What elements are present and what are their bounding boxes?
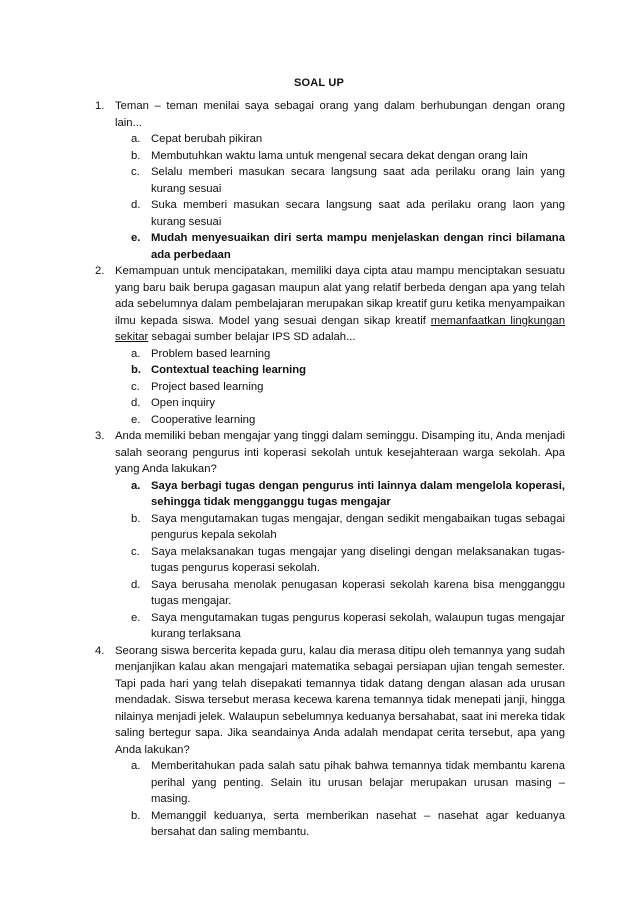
option-a — [115, 131, 565, 148]
document-title: SOAL UP — [293, 77, 345, 89]
option-a — [115, 346, 565, 363]
option-text: Saya mengutamakan tugas mengajar, dengan sedikit mengabaikan tugas sebagai pengurus kepala sekolah — [151, 512, 565, 541]
question-text-part: Kemampuan untuk mencipatakan, memiliki daya cipta atau mampu menciptakan sesuatu yang baru baik berupa gagasan maupun alat yang relatif berbeda dengan apa yang telah ada sebelumnya dalam pembelajaran merupakan sikap kreatif guru ketika menyampaikan ilmu kepada siswa. Model yang sesuai dengan sikap kreatif — [115, 265, 565, 327]
option-list — [115, 346, 565, 429]
option-text: Saya mengutamakan tugas pengurus koperasi sekolah, walaupun tugas mengajar kurang terlaksana — [151, 611, 565, 640]
option-text: Saya berbagi tugas dengan pengurus inti lainnya dalam mengelola koperasi, sehingga tidak mengganggu tugas mengajar — [151, 479, 565, 508]
option-b — [115, 511, 565, 544]
option-e — [115, 610, 565, 643]
option-text: Open inquiry — [151, 397, 216, 409]
option-letter: c. — [131, 545, 140, 558]
option-letter: b. — [131, 149, 141, 162]
option-a — [115, 478, 565, 511]
option-text: Memberitahukan pada salah satu pihak bahwa temannya tidak membantu karena perihal yang penting. Selain itu urusan belajar merupakan urusan masing – masing. — [151, 760, 565, 805]
option-letter: a. — [131, 133, 141, 145]
option-d — [115, 577, 565, 610]
option-c — [115, 379, 565, 396]
question-2 — [95, 263, 565, 428]
question-3 — [95, 428, 565, 643]
option-text: Saya berusaha menolak penugasan koperasi sekolah karena bisa mengganggu tugas mengajar. — [151, 578, 565, 607]
question-number: 1. — [95, 100, 105, 112]
question-text-part: sebagai sumber belajar IPS SD adalah... — [148, 331, 356, 343]
question-number: 2. — [95, 265, 105, 277]
option-letter: a. — [131, 479, 141, 492]
option-c — [115, 164, 565, 197]
question-text-underlined: memanfaatkan lingkungan sekitar — [115, 314, 565, 343]
option-letter: b. — [131, 512, 141, 525]
option-letter: d. — [131, 199, 141, 211]
option-text: Cooperative learning — [151, 413, 256, 426]
option-letter: a. — [131, 760, 141, 772]
option-list — [115, 758, 565, 841]
option-b — [115, 808, 565, 841]
question-list — [95, 98, 565, 841]
option-text: Suka memberi masukan secara langsung saat ada perilaku orang laon yang kurang sesuai — [151, 199, 565, 228]
question-text: Anda memiliki beban mengajar yang tinggi dalam seminggu. Disamping itu, Anda menjadi salah seorang pengurus inti koperasi sekolah untuk kesejahteraan warga sekolah. Apa yang Anda lakukan? — [115, 430, 565, 475]
question-number: 4. — [95, 644, 105, 657]
option-letter: e. — [131, 413, 141, 426]
question-1 — [95, 98, 565, 263]
question-4 — [95, 643, 565, 841]
option-d — [115, 395, 565, 412]
option-text: Project based learning — [151, 380, 264, 393]
option-letter: b. — [131, 809, 141, 822]
option-letter: a. — [131, 347, 141, 360]
option-c — [115, 544, 565, 577]
option-text: Selalu memberi masukan secara langsung saat ada perilaku orang lain yang kurang sesuai — [151, 166, 565, 195]
option-letter: d. — [131, 397, 141, 409]
option-e — [115, 412, 565, 429]
option-text: Saya melaksanakan tugas mengajar yang diselingi dengan melaksanakan tugas-tugas pengurus koperasi sekolah. — [151, 545, 565, 574]
option-text: Problem based learning — [151, 347, 271, 360]
option-letter: d. — [131, 578, 141, 591]
option-letter: e. — [131, 232, 141, 244]
option-text: Mudah menyesuaikan diri serta mampu menjelaskan dengan rinci bilamana ada perbedaan — [151, 232, 565, 261]
option-list — [115, 478, 565, 643]
question-text: Teman – teman menilai saya sebagai orang yang dalam berhubungan dengan orang lain... — [115, 100, 565, 129]
option-letter: c. — [131, 166, 140, 178]
option-d — [115, 197, 565, 230]
option-text: Contextual teaching learning — [151, 364, 307, 376]
question-text: Seorang siswa bercerita kepada guru, kalau dia merasa ditipu oleh temannya yang sudah menjanjikan kalau akan mengajari matematika sebagai persiapan ujian tengah semester. Tapi pada hari yang telah disepakati temannya tidak datang dengan alasan ada urusan mendadak. Siswa tersebut merasa kecewa karena temannya tidak menepati janji, hingga nilainya menjadi jelek. Walaupun sebelumnya keduanya bersahabat, saat ini mereka tidak saling bertegur sapa. Jika seandainya Anda adalah mendapat cerita tersebut, apa yang Anda lakukan? — [115, 644, 565, 756]
option-letter: b. — [131, 364, 142, 376]
option-e — [115, 230, 565, 263]
option-text: Memanggil keduanya, serta memberikan nasehat – nasehat agar keduanya bersahat dan saling membantu. — [151, 809, 565, 838]
option-text: Cepat berubah pikiran — [151, 133, 263, 145]
option-b — [115, 362, 565, 379]
question-text — [115, 263, 565, 346]
option-text: Membutuhkan waktu lama untuk mengenal secara dekat dengan orang lain — [151, 149, 528, 162]
option-b — [115, 148, 565, 165]
option-list — [115, 131, 565, 263]
option-letter: e. — [131, 611, 141, 624]
option-a — [115, 758, 565, 808]
option-letter: c. — [131, 380, 140, 393]
question-number: 3. — [95, 430, 105, 442]
